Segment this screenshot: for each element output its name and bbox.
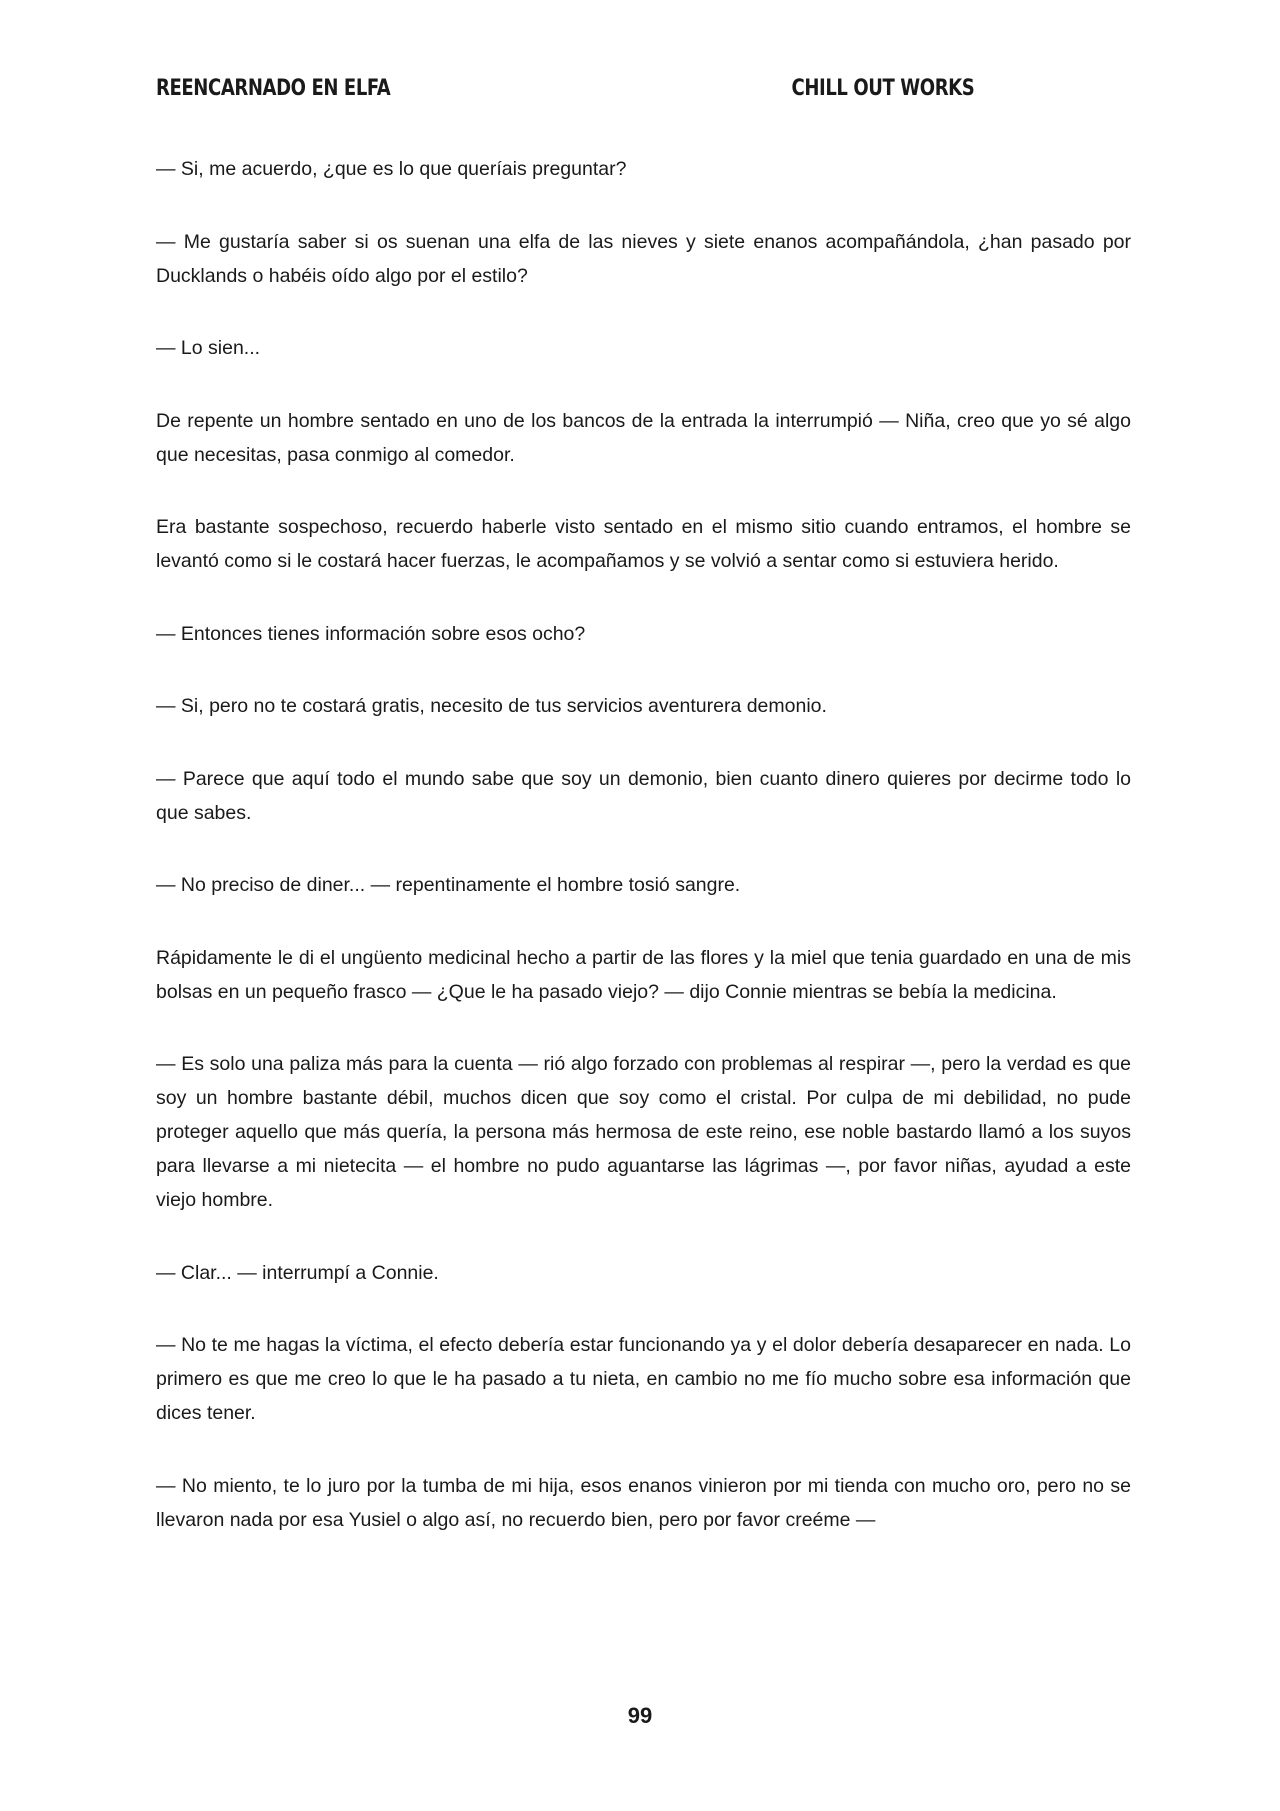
paragraph: — No preciso de diner... — repentinamente el hombre tosió sangre. — [156, 874, 741, 896]
paragraph: — Clar... — interrumpí a Connie. — [156, 1261, 439, 1284]
paragraph: — Es solo una paliza más para la cuenta — rió algo forzado con problemas al respirar —, pero la verdad es que soy un hombre bastante débil, muchos dicen que soy como el cristal. Por culpa de mi debilidad, no pude proteger aquello que más quería, la persona más hermosa de este reino, ese noble bastardo llamó a los suyos para llevarse a mi nietecita — el hombre no pudo aguantarse las lágrimas —, por favor niñas, ayudad a este viejo hombre. — [156, 1053, 1131, 1211]
page-number: 99 — [627, 1703, 653, 1728]
paragraph: — Si, pero no te costará gratis, necesito de tus servicios aventurera demonio. — [156, 695, 827, 717]
book-title: REENCARNADO EN ELFA — [156, 76, 391, 101]
paragraph: — No miento, te lo juro por la tumba de mi hija, esos enanos vinieron por mi tienda con mucho oro, pero no se llevaron nada por esa Yusiel o algo así, no recuerdo bien, pero por favor creéme — — [156, 1474, 1131, 1531]
paragraph: — Entonces tienes información sobre esos ocho? — [156, 622, 586, 645]
publisher-name: CHILL OUT WORKS — [791, 76, 975, 101]
paragraph: — Lo sien... — [156, 337, 261, 359]
paragraph: Era bastante sospechoso, recuerdo haberle visto sentado en el mismo sitio cuando entramos, el hombre se levantó como si le costará hacer fuerzas, le acompañamos y se volvió a sentar como si estuviera herido. — [156, 516, 1131, 572]
page-header — [156, 76, 975, 106]
paragraph: — No te me hagas la víctima, el efecto debería estar funcionando ya y el dolor debería desaparecer en nada. Lo primero es que me creo lo que le ha pasado a tu nieta, en cambio no me fío mucho sobre esa información que dices tener. — [156, 1334, 1131, 1424]
paragraph: — Me gustaría saber si os suenan una elfa de las nieves y siete enanos acompañándola, ¿han pasado por Ducklands o habéis oído algo por el estilo? — [156, 230, 1131, 287]
paragraph: — Parece que aquí todo el mundo sabe que soy un demonio, bien cuanto dinero quieres por decirme todo lo que sabes. — [156, 767, 1131, 824]
paragraph: Rápidamente le di el ungüento medicinal hecho a partir de las flores y la miel que tenia guardado en una de mis bolsas en un pequeño frasco — ¿Que le ha pasado viejo? — dijo Connie mientras se bebía la medicina. — [156, 946, 1131, 1003]
page-body — [156, 152, 1131, 1575]
paragraph: — Si, me acuerdo, ¿que es lo que queríais preguntar? — [156, 158, 627, 180]
paragraph: De repente un hombre sentado en uno de los bancos de la entrada la interrumpió — Niña, creo que yo sé algo que necesitas, pasa conmigo al comedor. — [156, 409, 1131, 466]
